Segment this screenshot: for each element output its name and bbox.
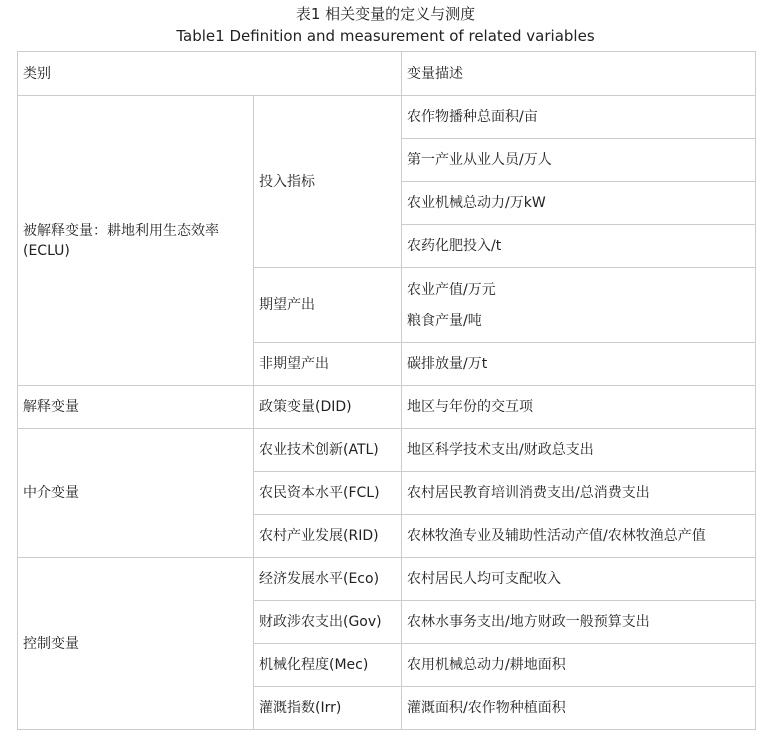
variables-table — [17, 51, 756, 730]
desired-output-items — [402, 268, 756, 343]
undesired-output-item: 碳排放量/万t — [402, 343, 756, 386]
input-item: 农业机械总动力/万kW — [402, 182, 756, 225]
mediator-name: 农民资本水平(FCL) — [254, 472, 402, 515]
table-row — [18, 96, 756, 139]
desired-output-item: 农业产值/万元 — [407, 281, 496, 298]
control-desc: 农林水事务支出/地方财政一般预算支出 — [402, 601, 756, 644]
mediator-desc: 农村居民教育培训消费支出/总消费支出 — [402, 472, 756, 515]
control-variable-label: 控制变量 — [18, 558, 254, 730]
explanatory-variable-label: 解释变量 — [18, 386, 254, 429]
table-row — [18, 429, 756, 472]
control-name: 灌溉指数(Irr) — [254, 687, 402, 730]
input-item: 农作物播种总面积/亩 — [402, 96, 756, 139]
explanatory-variable-name: 政策变量(DID) — [254, 386, 402, 429]
control-desc: 农村居民人均可支配收入 — [402, 558, 756, 601]
explained-label-line2: (ECLU) — [23, 242, 70, 259]
input-item: 农药化肥投入/t — [402, 225, 756, 268]
table-row — [18, 558, 756, 601]
desired-output-name: 期望产出 — [254, 268, 402, 343]
control-name: 经济发展水平(Eco) — [254, 558, 402, 601]
table-header-row — [18, 52, 756, 96]
control-desc: 灌溉面积/农作物种植面积 — [402, 687, 756, 730]
explained-variable-label — [18, 96, 254, 386]
caption-english: Table1 Definition and measurement of related variables — [176, 27, 595, 45]
input-indicator-name: 投入指标 — [254, 96, 402, 268]
table-caption — [0, 0, 771, 50]
input-item: 第一产业从业人员/万人 — [402, 139, 756, 182]
control-name: 财政涉农支出(Gov) — [254, 601, 402, 644]
desired-output-item: 粮食产量/吨 — [407, 312, 482, 329]
header-description: 变量描述 — [402, 52, 756, 96]
mediator-name: 农业技术创新(ATL) — [254, 429, 402, 472]
mediator-desc: 地区科学技术支出/财政总支出 — [402, 429, 756, 472]
control-desc: 农用机械总动力/耕地面积 — [402, 644, 756, 687]
explanatory-variable-desc: 地区与年份的交互项 — [402, 386, 756, 429]
mediator-name: 农村产业发展(RID) — [254, 515, 402, 558]
mediator-variable-label: 中介变量 — [18, 429, 254, 558]
caption-chinese: 表1 相关变量的定义与测度 — [295, 5, 476, 23]
table-row — [18, 386, 756, 429]
control-name: 机械化程度(Mec) — [254, 644, 402, 687]
undesired-output-name: 非期望产出 — [254, 343, 402, 386]
mediator-desc: 农林牧渔专业及辅助性活动产值/农林牧渔总产值 — [402, 515, 756, 558]
header-category: 类别 — [18, 52, 402, 96]
explained-label-line1: 被解释变量：耕地利用生态效率 — [23, 222, 219, 239]
